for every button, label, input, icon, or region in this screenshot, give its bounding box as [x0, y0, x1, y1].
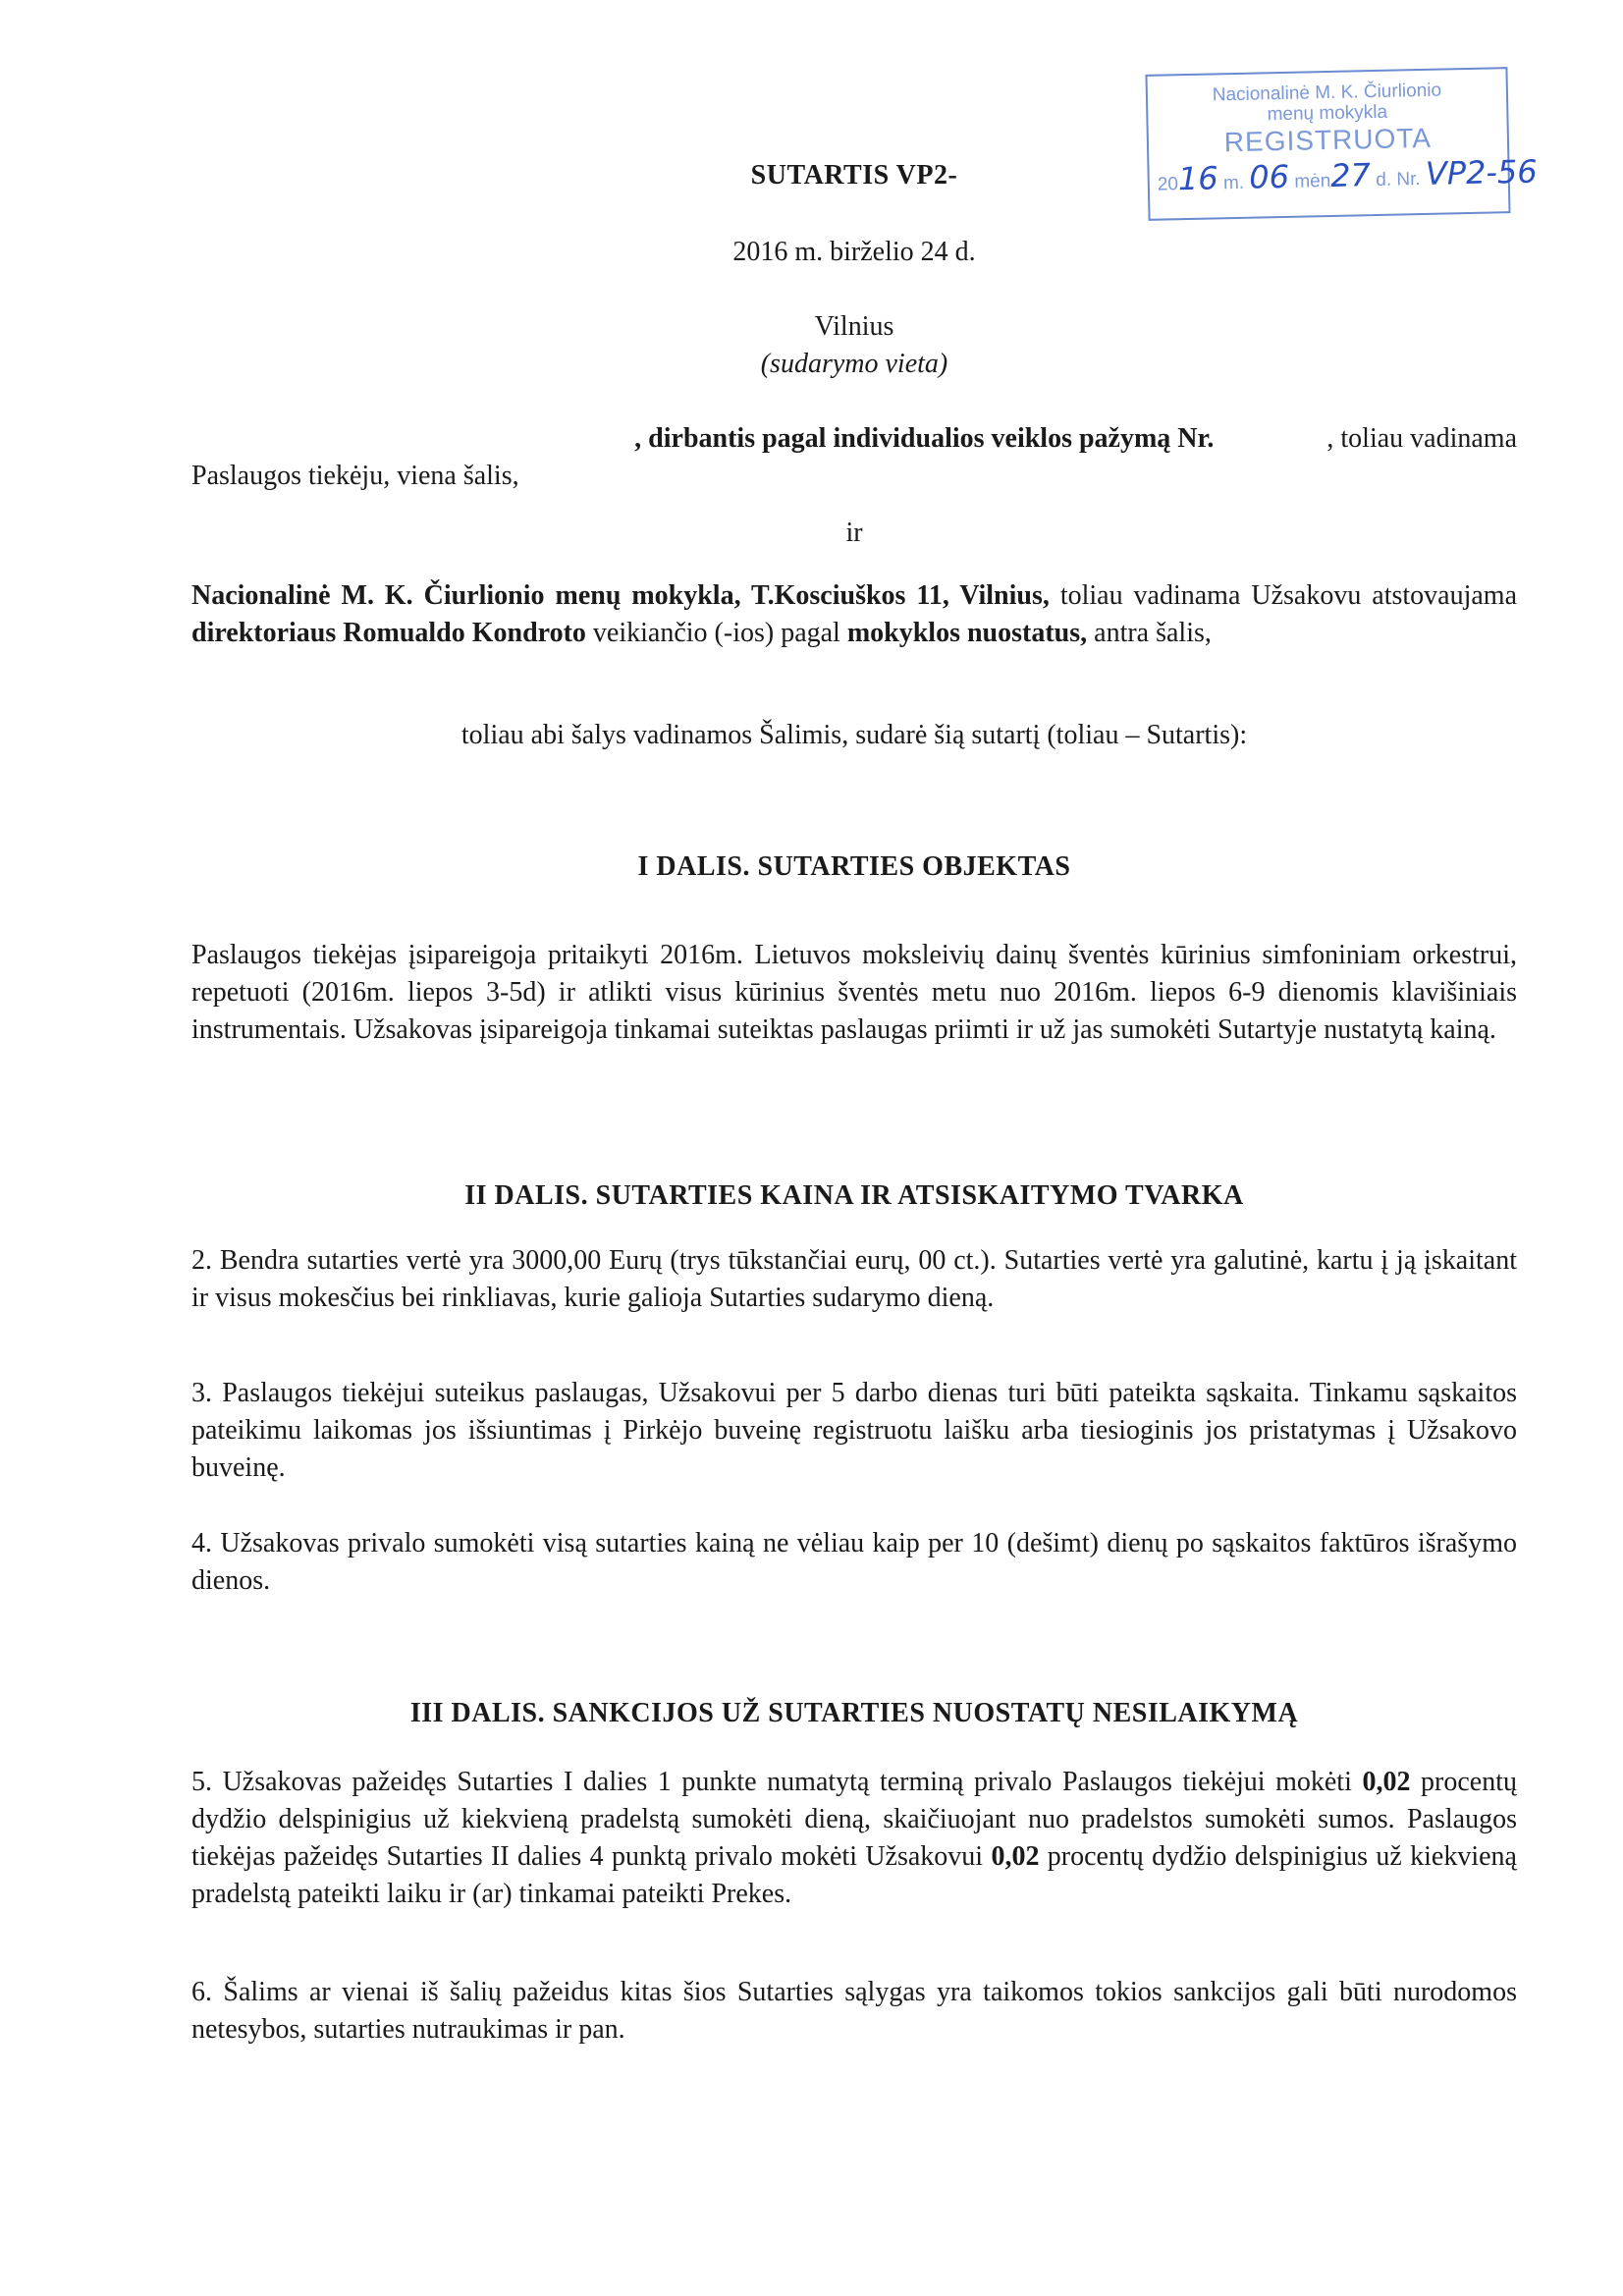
party-2-name: Nacionalinė M. K. Čiurlionio menų mokykla, T.Kosciuškos 11, Vilnius,	[191, 580, 1050, 611]
clause-5	[191, 1764, 1517, 1913]
stamp-day: 27	[1329, 156, 1372, 194]
party-1	[191, 420, 1517, 495]
clause-5-text-d: procentų dydžio delspinigius už kiekvieną pradelstą pateikti laiku ir (ar) tinkamai pateikti Prekes.	[191, 1841, 1517, 1909]
section-1-paragraph: Paslaugos tiekėjas įsipareigoja pritaikyti 2016m. Lietuvos moksleivių dainų šventės kūrinius simfoniniam orkestrui, repetuoti (2016m. liepos 3-5d) ir atlikti visus kūrinius šventės metu nuo 2016m. liepos 6-9 dienomis klavišiniais instrumentais. Užsakovas įsipareigoja tinkamai suteiktas paslaugas priimti ir už jas sumokėti Sutartyje nustatytą kainą.	[191, 940, 1517, 1045]
clause-4: 4. Užsakovas privalo sumokėti visą sutarties kainą ne vėliau kaip per 10 (dešimt) dienų po sąskaitos faktūros išrašymo dienos.	[191, 1528, 1517, 1596]
registration-stamp	[1145, 67, 1539, 221]
stamp-number: VP2-56	[1425, 152, 1539, 192]
section-1-heading: I DALIS. SUTARTIES OBJEKTAS	[637, 851, 1071, 882]
party-2-basis: mokyklos nuostatus,	[846, 618, 1088, 648]
party-2	[191, 577, 1517, 652]
party-1-bold: , dirbantis pagal individualios veiklos pažymą Nr.	[634, 423, 1215, 454]
stamp-school-name-2: menų mokykla	[1267, 101, 1388, 126]
stamp-registered: REGISTRUOTA	[1223, 122, 1433, 158]
stamp-school-name: Nacionalinė M. K. Čiurlionio	[1212, 80, 1442, 106]
clause-5-text-c: procentų dydžio delspinigius už kiekvieną pradelstą sumokėti dieną, skaičiuojant nuo pradelstos sumokėti sumos. Paslaugos tiekėjas pažeidęs Sutarties II dalies 4 punktą privalo mokėti Užsakovui	[191, 1767, 1517, 1872]
clause-5-text-a: 5. Užsakovas pažeidęs Sutarties I dalies 1 punkte numatytą terminą privalo Paslaugos tiekėjui mokėti	[191, 1767, 1363, 1797]
party-2-director: direktoriaus Romualdo Kondroto	[191, 618, 586, 648]
stamp-month: 06	[1248, 157, 1290, 196]
party-1-line	[191, 420, 1517, 458]
clause-2: 2. Bendra sutarties vertė yra 3000,00 Eurų (trys tūkstančiai eurų, 00 ct.). Sutarties vertė yra galutinė, kartu į ją įskaitant ir visus mokesčius bei rinkliavas, kurie galioja Sutarties sudarymo dieną.	[191, 1245, 1517, 1313]
party-1-role: Paslaugos tiekėju, viena šalis,	[191, 461, 519, 491]
party-2-text-2: veikiančio (-ios) pagal	[585, 618, 847, 648]
penalty-rate-2: 0,02	[991, 1841, 1040, 1872]
stamp-year-prefix: 20	[1157, 174, 1179, 195]
stamp-men: mėn	[1294, 170, 1331, 192]
stamp-m: m.	[1222, 172, 1245, 194]
section-3-heading: III DALIS. SANKCIJOS UŽ SUTARTIES NUOSTATŲ NESILAIKYMĄ	[409, 1698, 1299, 1728]
stamp-year: 16	[1177, 159, 1218, 198]
clause-3: 3. Paslaugos tiekėjui suteikus paslaugas, Užsakovui per 5 darbo dienas turi būti pateikta sąskaita. Tinkamu sąskaitos pateikimu laikomas jos išsiuntimas į Pirkėjo buveinę registruotu laišku arba tiesioginis jos pristatymas į Užsakovo buveinę.	[191, 1378, 1517, 1483]
document-date: 2016 m. birželio 24 d.	[732, 237, 976, 267]
section-2-heading: II DALIS. SUTARTIES KAINA IR ATSISKAITYMO TVARKA	[464, 1180, 1244, 1211]
place-note: (sudarymo vieta)	[760, 349, 948, 379]
parties-summary: toliau abi šalys vadinamos Šalimis, sudarė šią sutartį (toliau – Sutartis):	[460, 720, 1248, 750]
party-2-text-1: toliau vadinama Užsakovu atstovaujama	[1049, 580, 1517, 611]
document-place: Vilnius	[814, 311, 894, 342]
and-word: ir	[845, 518, 863, 548]
party-2-text-3: antra šalis,	[1087, 618, 1212, 648]
document-title: SUTARTIS VP2-	[750, 160, 958, 191]
penalty-rate-1: 0,02	[1362, 1767, 1411, 1797]
stamp-nr-label: d. Nr.	[1376, 169, 1421, 191]
party-1-rest: , toliau vadinama	[1326, 423, 1517, 454]
clause-6: 6. Šalims ar vienai iš šalių pažeidus kitas šios Sutarties sąlygas yra taikomos tokios sankcijos gali būti nurodomos netesybos, sutarties nutraukimas ir pan.	[191, 1977, 1517, 2045]
